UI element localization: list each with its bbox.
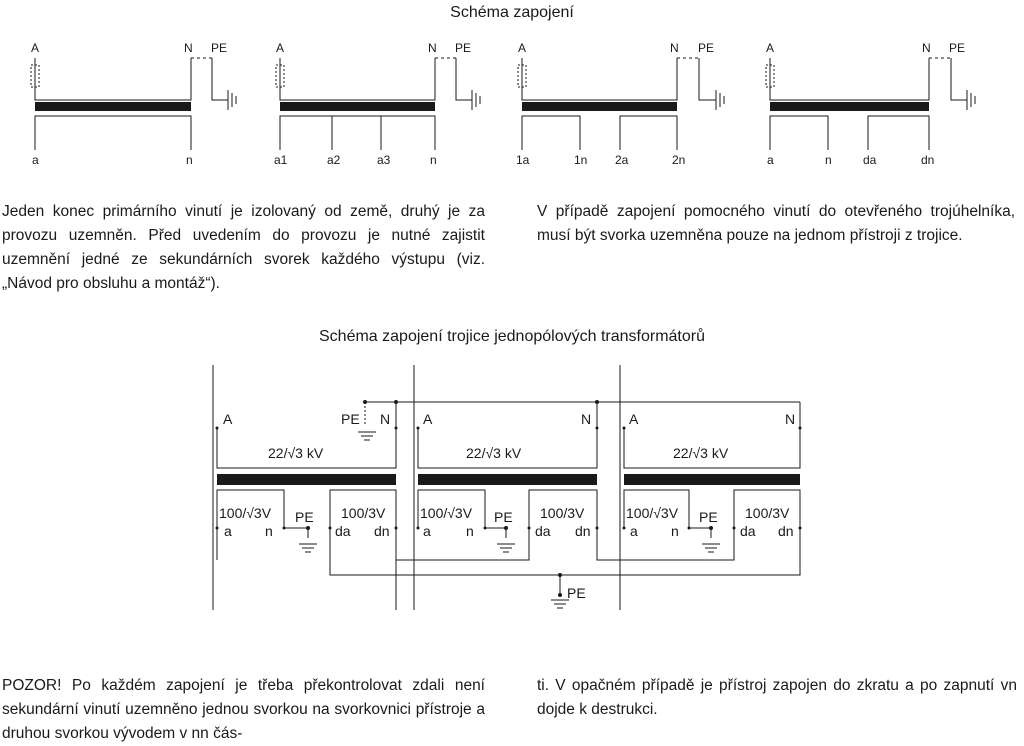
t3-sec-n: n [671, 523, 679, 539]
d3-label-pe: PE [698, 41, 715, 55]
t3-sec1: 100/√3V [626, 505, 679, 521]
t1-label-pe: PE [341, 411, 360, 427]
t2-sec1: 100/√3V [420, 505, 473, 521]
d4-label-a: A [766, 41, 775, 55]
t1-sec-pe: PE [295, 509, 314, 525]
d1-label-a: A [31, 41, 40, 55]
bottom-pe-label: PE [567, 585, 586, 601]
t1-label-n: N [380, 411, 391, 427]
t1-sec-n: n [265, 523, 273, 539]
d3-label-n: N [670, 41, 679, 55]
t2-sec-pe: PE [494, 509, 513, 525]
t3-label-n: N [785, 411, 796, 427]
t3-sec-da: da [740, 523, 756, 539]
t2-voltage: 22/√3 kV [466, 445, 522, 461]
d4-term-2: n [825, 153, 832, 167]
schematic-tapped [276, 58, 480, 150]
t1-sec-dn: dn [374, 523, 390, 539]
d4-term-4: dn [921, 153, 935, 167]
d3-term-4: 2n [672, 153, 686, 167]
top-title: Schéma zapojení [450, 4, 574, 21]
d1-label-pe: PE [211, 41, 228, 55]
warning-right: ti. V opačném případě je přístroj zapojen do zkratu a po zapnutí vn dojde k destrukci. [537, 677, 1017, 718]
t2-sec-da: da [535, 523, 551, 539]
schematic-auxiliary [766, 58, 975, 150]
t3-voltage: 22/√3 kV [673, 445, 729, 461]
paragraph-left: Jeden konec primárního vinutí je izolovaný od země, druhý je za provozu uzemněn. Před uvedením do provozu je nutné zajistit uzemnění jedné ze sekundárních svorek každého výstupu (viz. „Návod pro obsluhu a montáž“). [2, 203, 485, 292]
t1-sec-da: da [335, 523, 351, 539]
t2-label-n: N [581, 411, 592, 427]
d2-term-2: a2 [327, 153, 341, 167]
t2-sec-dn: dn [575, 523, 591, 539]
d4-term-3: da [863, 153, 877, 167]
t1-sec2: 100/3V [341, 505, 386, 521]
d2-label-pe: PE [455, 41, 472, 55]
d4-label-n: N [922, 41, 931, 55]
t2-sec-a: a [423, 523, 431, 539]
t1-sec-a: a [224, 523, 232, 539]
triple-schematic [0, 360, 1024, 620]
t2-sec-n: n [466, 523, 474, 539]
d2-term-1: a1 [274, 153, 288, 167]
d3-term-2: 1n [574, 153, 588, 167]
t3-sec-dn: dn [778, 523, 794, 539]
t1-label-a: A [223, 411, 233, 427]
d4-term-1: a [767, 153, 774, 167]
t3-sec-pe: PE [699, 509, 718, 525]
warning-left: POZOR! Po každém zapojení je třeba překontrolovat zdali není sekundární vinutí uzemněno jednou svorkou na svorkovnici přístroje a druhou svorkou vývodem v nn čás- [2, 677, 485, 742]
d2-term-4: n [430, 153, 437, 167]
d1-term-1: a [32, 153, 39, 167]
t3-label-a: A [629, 411, 639, 427]
d2-label-n: N [428, 41, 437, 55]
mid-title: Schéma zapojení trojice jednopólových transformátorů [319, 328, 705, 345]
top-schematics [0, 30, 1024, 180]
schematic-dual [518, 58, 724, 150]
d2-label-a: A [276, 41, 285, 55]
t3-sec-a: a [630, 523, 638, 539]
paragraph-right: V případě zapojení pomocného vinutí do otevřeného trojúhelníka, musí být svorka uzemněna pouze na jednom přístroji z trojice. [537, 203, 1015, 244]
t2-label-a: A [423, 411, 433, 427]
t1-voltage: 22/√3 kV [268, 445, 324, 461]
d3-term-1: 1a [516, 153, 530, 167]
d2-term-3: a3 [377, 153, 391, 167]
schematic-single [31, 58, 236, 150]
t1-sec1: 100/√3V [219, 505, 272, 521]
d4-label-pe: PE [949, 41, 966, 55]
t3-sec2: 100/3V [745, 505, 790, 521]
d3-label-a: A [518, 41, 527, 55]
t2-sec2: 100/3V [540, 505, 585, 521]
d1-label-n: N [184, 41, 193, 55]
d1-term-2: n [186, 153, 193, 167]
d3-term-3: 2a [615, 153, 629, 167]
